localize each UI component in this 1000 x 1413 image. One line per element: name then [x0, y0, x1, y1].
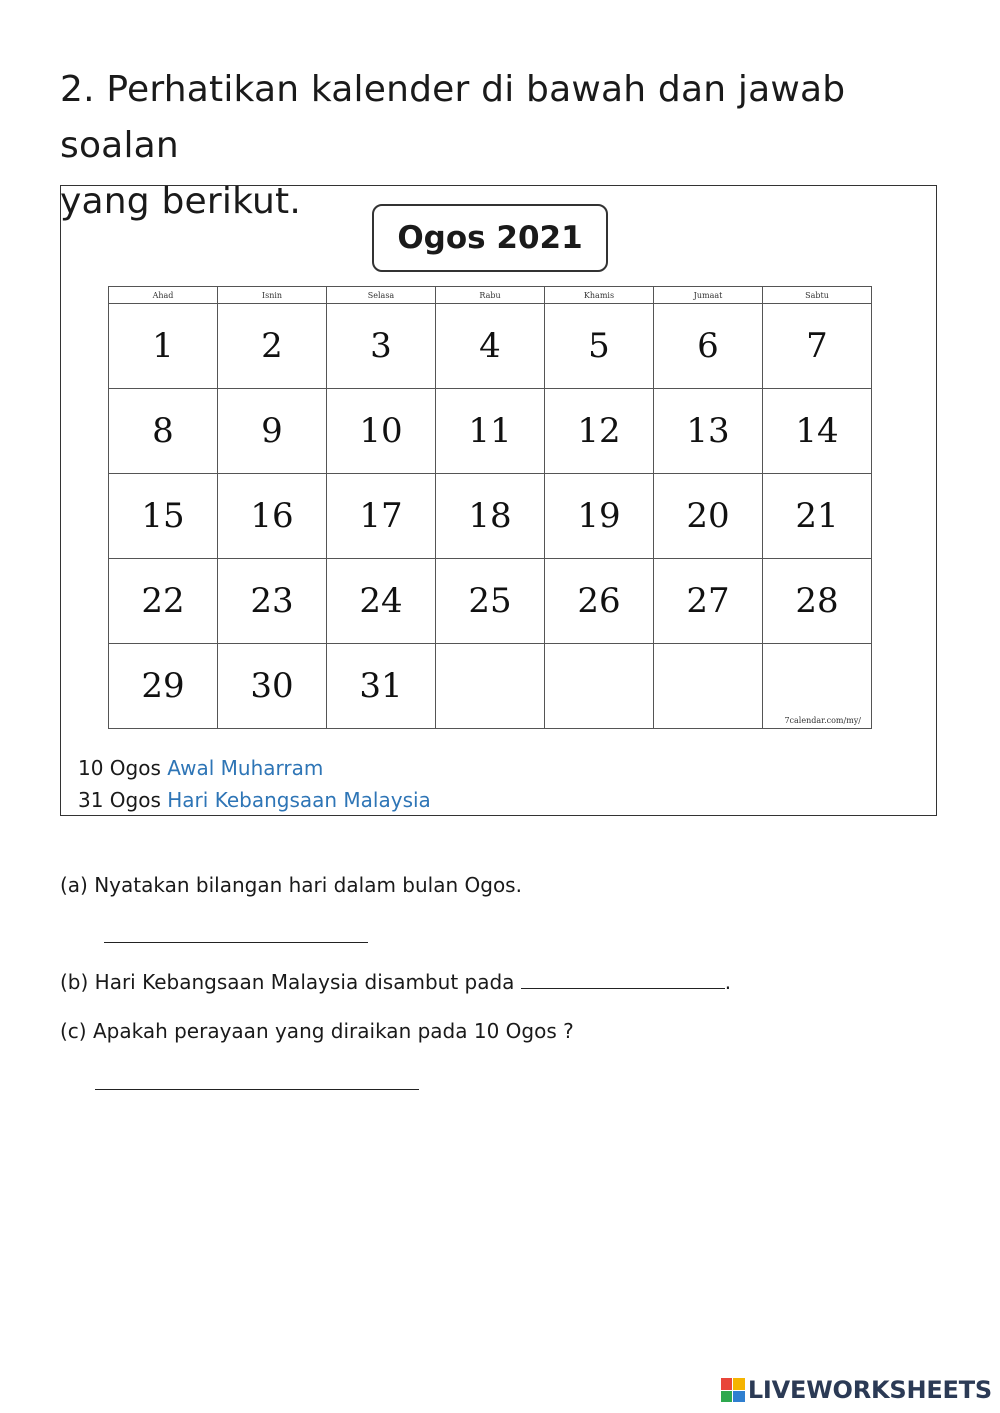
- day-cell: 6: [654, 304, 763, 389]
- day-cell: 23: [218, 559, 327, 644]
- day-cell: 27: [654, 559, 763, 644]
- day-cell: 9: [218, 389, 327, 474]
- day-cell: 12: [545, 389, 654, 474]
- day-cell: [436, 644, 545, 729]
- day-cell: 22: [109, 559, 218, 644]
- day-cell: 17: [327, 474, 436, 559]
- week-row: [109, 474, 872, 559]
- weekday-header-row: [109, 287, 872, 304]
- liveworksheets-logo: [721, 1376, 992, 1404]
- logo-square: [721, 1391, 733, 1403]
- day-cell: 15: [109, 474, 218, 559]
- day-cell: 19: [545, 474, 654, 559]
- weekday-label: Ahad: [109, 287, 218, 304]
- answer-blank-c[interactable]: [95, 1089, 419, 1090]
- day-cell: 20: [654, 474, 763, 559]
- answer-blank-b[interactable]: [521, 970, 725, 989]
- day-cell: 16: [218, 474, 327, 559]
- question-a: (a) Nyatakan bilangan hari dalam bulan Ogos.: [60, 873, 522, 897]
- day-cell: 7: [763, 304, 872, 389]
- weekday-label: Sabtu: [763, 287, 872, 304]
- day-cell: 18: [436, 474, 545, 559]
- month-title: Ogos 2021: [372, 204, 608, 272]
- day-cell: 3: [327, 304, 436, 389]
- day-cell: 29: [109, 644, 218, 729]
- logo-square: [733, 1391, 745, 1403]
- week-row: [109, 559, 872, 644]
- holiday-note-1: [78, 756, 323, 780]
- week-row: [109, 644, 872, 729]
- day-cell: 13: [654, 389, 763, 474]
- day-cell: 10: [327, 389, 436, 474]
- logo-square: [733, 1378, 745, 1390]
- logo-icon: [721, 1378, 745, 1402]
- holiday-date: 31 Ogos: [78, 788, 161, 812]
- day-cell: 21: [763, 474, 872, 559]
- day-cell: 14: [763, 389, 872, 474]
- day-cell: [545, 644, 654, 729]
- day-cell: 11: [436, 389, 545, 474]
- day-cell: 31: [327, 644, 436, 729]
- answer-blank-a[interactable]: [104, 942, 368, 943]
- calendar-watermark: 7calendar.com/my/: [784, 716, 861, 725]
- question-b-text: (b) Hari Kebangsaan Malaysia disambut pada: [60, 970, 515, 994]
- day-cell: 24: [327, 559, 436, 644]
- weekday-label: Jumaat: [654, 287, 763, 304]
- weekday-label: Isnin: [218, 287, 327, 304]
- calendar-grid: [108, 286, 872, 729]
- instruction-line-1: 2. Perhatikan kalender di bawah dan jawab soalan: [60, 69, 846, 166]
- logo-square: [721, 1378, 733, 1390]
- week-row: [109, 389, 872, 474]
- instruction-line-2: yang berikut.: [60, 181, 301, 222]
- holiday-date: 10 Ogos: [78, 756, 161, 780]
- weekday-label: Khamis: [545, 287, 654, 304]
- week-row: [109, 304, 872, 389]
- logo-text: LIVEWORKSHEETS: [747, 1376, 992, 1404]
- question-c: (c) Apakah perayaan yang diraikan pada 10 Ogos ?: [60, 1019, 574, 1043]
- day-cell: 30: [218, 644, 327, 729]
- day-cell: [654, 644, 763, 729]
- day-cell: 28: [763, 559, 872, 644]
- question-b-period: .: [724, 970, 732, 994]
- day-cell: 4: [436, 304, 545, 389]
- weekday-label: Rabu: [436, 287, 545, 304]
- day-cell: 8: [109, 389, 218, 474]
- holiday-note-2: [78, 788, 431, 812]
- holiday-name: Hari Kebangsaan Malaysia: [167, 788, 431, 812]
- day-cell: 1: [109, 304, 218, 389]
- question-b: [60, 970, 731, 994]
- day-cell-last: [763, 644, 872, 729]
- day-cell: 2: [218, 304, 327, 389]
- holiday-name: Awal Muharram: [167, 756, 324, 780]
- weekday-label: Selasa: [327, 287, 436, 304]
- day-cell: 5: [545, 304, 654, 389]
- day-cell: 25: [436, 559, 545, 644]
- day-cell: 26: [545, 559, 654, 644]
